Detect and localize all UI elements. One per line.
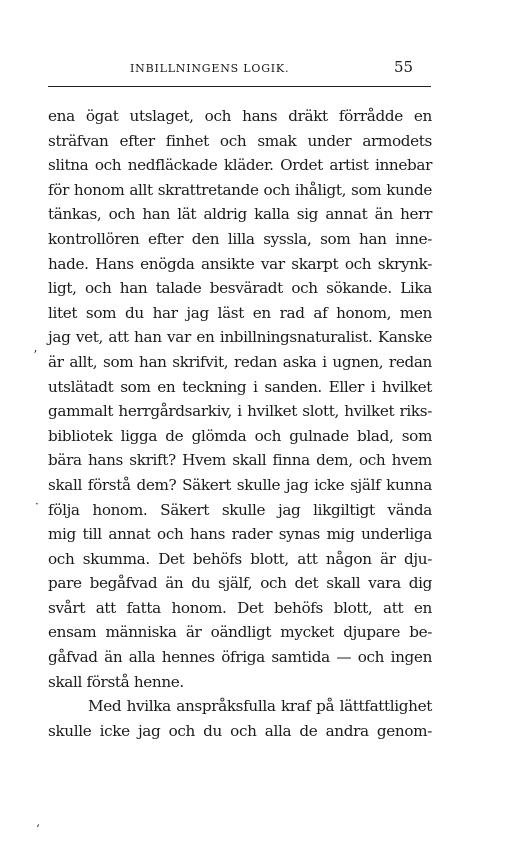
text-line: hade. Hans enögda ansikte var skarpt och skrynk- bbox=[48, 254, 432, 273]
text-line: bära hans skrift? Hvem skall finna dem, och hvem bbox=[48, 451, 432, 470]
text-line: pare begåfvad än du själf, och det skall vara dig bbox=[48, 574, 432, 593]
text-line: är allt, som han skrifvit, redan aska i ugnen, redan bbox=[48, 352, 432, 371]
running-head: INBILLNINGENS LOGIK. bbox=[130, 62, 290, 75]
text-line: sträfvan efter finhet och smak under armodets bbox=[48, 131, 432, 150]
text-line: litet som du har jag läst en rad af honom, men bbox=[48, 303, 432, 322]
text-line: och skumma. Det behöfs blott, att någon är dju- bbox=[48, 549, 432, 568]
text-line: skulle icke jag och du och alla de andra genom- bbox=[48, 721, 432, 740]
text-line: gammalt herrgårdsarkiv, i hvilket slott, hvilket riks- bbox=[48, 402, 432, 421]
text-line: ligt, och han talade besväradt och sökande. Lika bbox=[48, 279, 432, 298]
text-line: gåfvad än alla hennes öfriga samtida — och ingen bbox=[48, 648, 432, 667]
text-line: jag vet, att han var en inbillningsnaturalist. Kanske bbox=[48, 328, 432, 347]
text-line: skall förstå dem? Säkert skulle jag icke själf kunna bbox=[48, 475, 432, 494]
text-line: mig till annat och hans rader synas mig underliga bbox=[48, 525, 432, 544]
text-line: slitna och nedfläckade kläder. Ordet artist innebar bbox=[48, 156, 432, 175]
body-text bbox=[48, 104, 432, 743]
text-line: svårt att fatta honom. Det behöfs blott, att en bbox=[48, 598, 432, 617]
text-line: bibliotek ligga de glömda och gulnade blad, som bbox=[48, 426, 432, 445]
paragraph-start-line: Med hvilka anspråksfulla kraf på lättfattlighet bbox=[88, 697, 432, 716]
page-number: 55 bbox=[394, 58, 414, 76]
margin-mark: ʼ bbox=[33, 348, 37, 362]
text-line: följa honom. Säkert skulle jag likgiltigt vända bbox=[48, 500, 432, 519]
margin-mark: ʻ bbox=[36, 822, 40, 836]
paragraph-end-line: skall förstå henne. bbox=[48, 672, 184, 691]
text-line: ensam människa är oändligt mycket djupare be- bbox=[48, 623, 432, 642]
text-line: för honom allt skrattretande och ihåligt, som kunde bbox=[48, 180, 432, 199]
header-rule bbox=[48, 86, 431, 87]
text-line: kontrollören efter den lilla syssla, som han inne- bbox=[48, 229, 432, 248]
text-line: ena ögat utslaget, och hans dräkt förrådde en bbox=[48, 107, 432, 125]
margin-mark: · bbox=[35, 497, 39, 511]
text-line: utslätadt som en teckning i sanden. Eller i hvilket bbox=[48, 377, 432, 396]
text-line: tänkas, och han lät aldrig kalla sig annat än herr bbox=[48, 205, 432, 224]
